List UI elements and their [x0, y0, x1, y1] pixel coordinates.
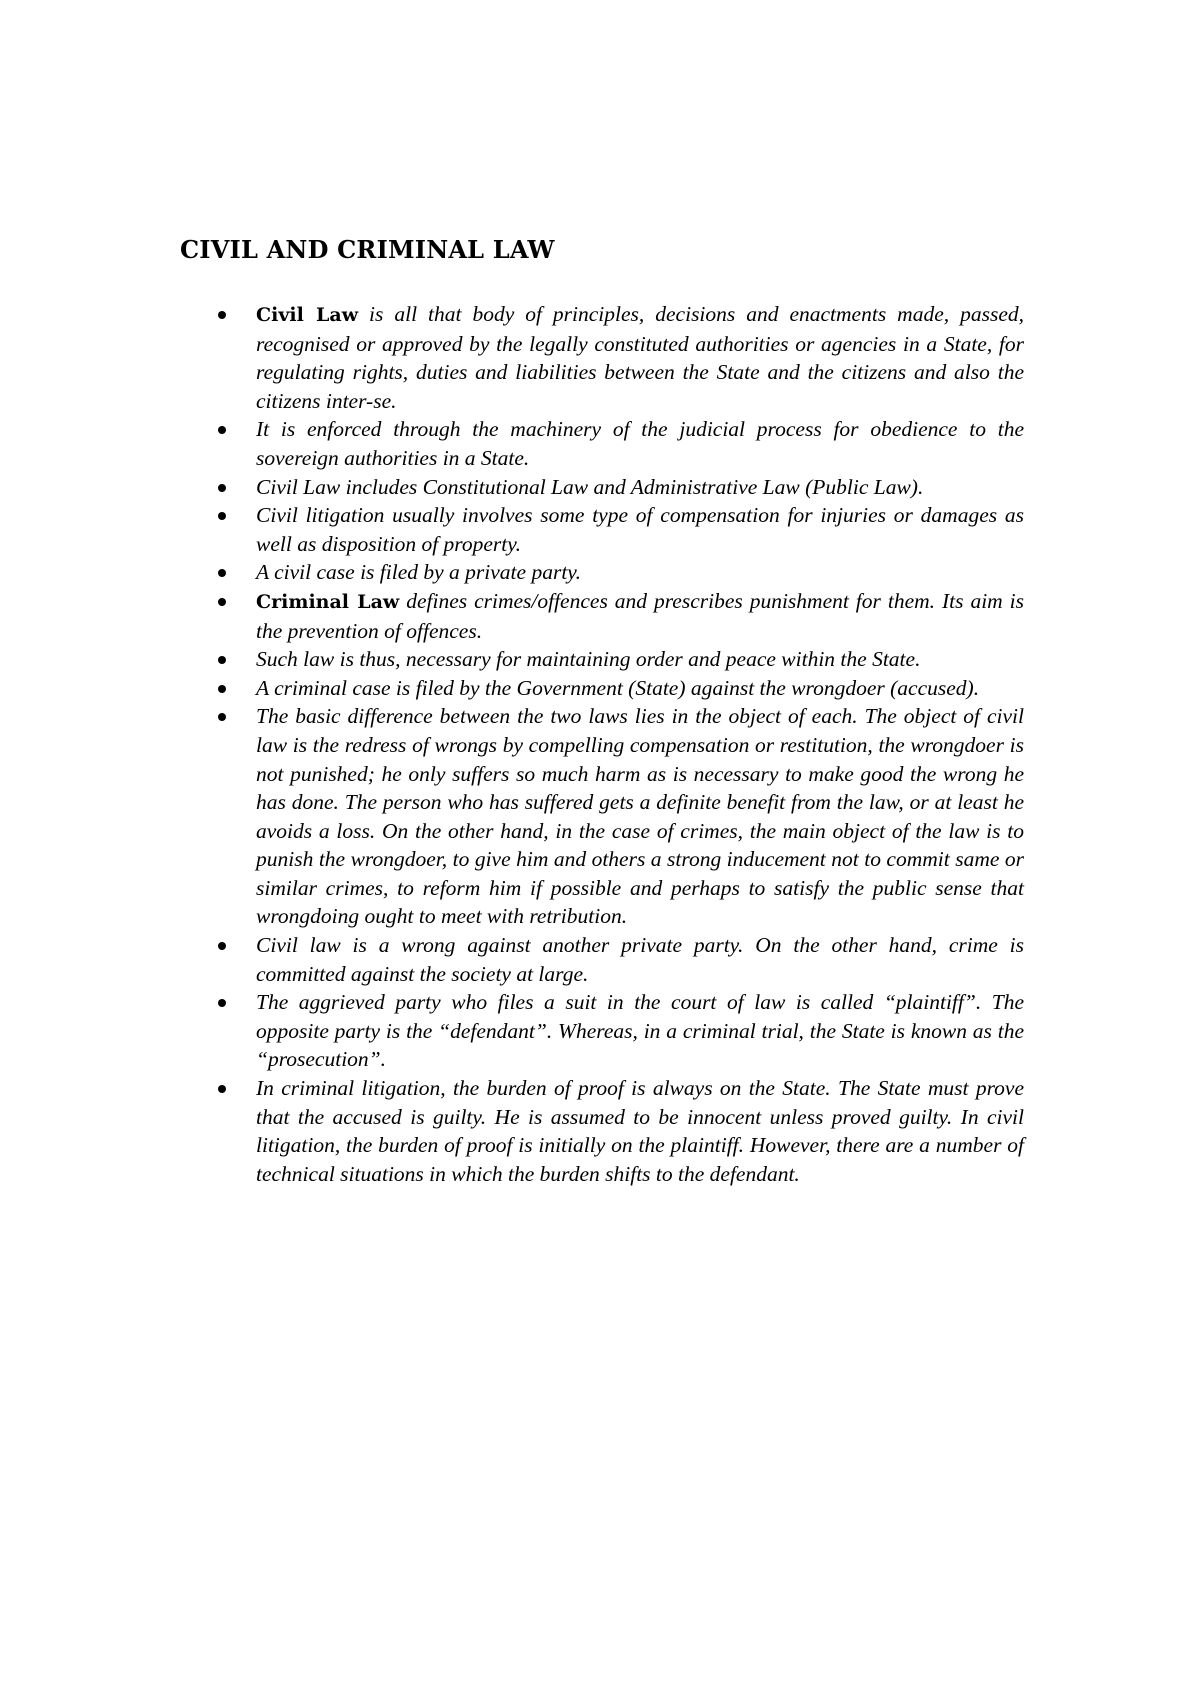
bullet-dot-icon [218, 999, 226, 1007]
bullet-item [218, 473, 1024, 502]
bullet-list [218, 300, 1024, 1188]
bullet-item [218, 645, 1024, 674]
bullet-term: Criminal Law [256, 590, 400, 613]
bullet-text: Civil Law includes Constitutional Law and Administrative Law (Public Law). [256, 474, 924, 499]
bullet-text: is all that body of principles, decisions and enactments made, passed, recognised or approved by the legally constituted authorities or agencies in a State, for regulating rights, duties and liabilities between the State and the citizens and also the citizens inter-se. [256, 302, 1024, 413]
bullet-item [218, 415, 1024, 472]
bullet-text: A criminal case is filed by the Government (State) against the wrongdoer (accused). [256, 675, 980, 700]
bullet-item [218, 501, 1024, 558]
bullet-dot-icon [218, 713, 226, 721]
bullet-dot-icon [218, 598, 226, 606]
bullet-dot-icon [218, 484, 226, 492]
bullet-item [218, 674, 1024, 703]
bullet-term: Civil Law [256, 304, 359, 326]
bullet-dot-icon [218, 311, 226, 319]
bullet-item [218, 988, 1024, 1074]
bullet-text: It is enforced through the machinery of the judicial process for obedience to the sovereign authorities in a State. [256, 417, 1024, 470]
bullet-item [218, 558, 1024, 587]
bullet-dot-icon [218, 942, 226, 950]
bullet-item [218, 931, 1024, 988]
bullet-text: Such law is thus, necessary for maintaining order and peace within the State. [256, 647, 921, 672]
bullet-item [218, 300, 1024, 415]
bullet-item [218, 702, 1024, 931]
bullet-text: The basic difference between the two laws lies in the object of each. The object of civil law is the redress of wrongs by compelling compensation or restitution, the wrongdoer is not punished; he only suffers so much harm as is necessary to make good the wrong he has done. The person who has suffered gets a definite benefit from the law, or at least he avoids a loss. On the other hand, in the case of crimes, the main object of the law is to punish the wrongdoer, to give him and others a strong inducement not to commit same or similar crimes, to reform him if possible and perhaps to satisfy the public sense that wrongdoing ought to meet with retribution. [256, 704, 1024, 929]
bullet-item [218, 1074, 1024, 1188]
bullet-dot-icon [218, 1085, 226, 1093]
bullet-text: The aggrieved party who files a suit in the court of law is called “plaintiff”. The opposite party is the “defendant”. Whereas, in a criminal trial, the State is known as the “prosecution”. [256, 990, 1024, 1072]
bullet-dot-icon [218, 656, 226, 664]
bullet-text: Civil litigation usually involves some type of compensation for injuries or damages as well as disposition of property. [256, 503, 1024, 556]
bullet-item [218, 587, 1024, 645]
bullet-text: A civil case is filed by a private party. [256, 560, 582, 585]
bullet-dot-icon [218, 426, 226, 434]
bullet-text: Civil law is a wrong against another private party. On the other hand, crime is committed against the society at large. [256, 933, 1024, 986]
bullet-dot-icon [218, 685, 226, 693]
page-title: CIVIL AND CRIMINAL LAW [180, 235, 555, 264]
bullet-dot-icon [218, 569, 226, 577]
bullet-text: In criminal litigation, the burden of proof is always on the State. The State must prove that the accused is guilty. He is assumed to be innocent unless proved guilty. In civil litigation, the burden of proof is initially on the plaintiff. However, there are a number of technical situations in which the burden shifts to the defendant. [256, 1076, 1024, 1186]
bullet-dot-icon [218, 512, 226, 520]
bullet-text: defines crimes/offences and prescribes punishment for them. Its aim is the prevention of offences. [256, 588, 1025, 643]
